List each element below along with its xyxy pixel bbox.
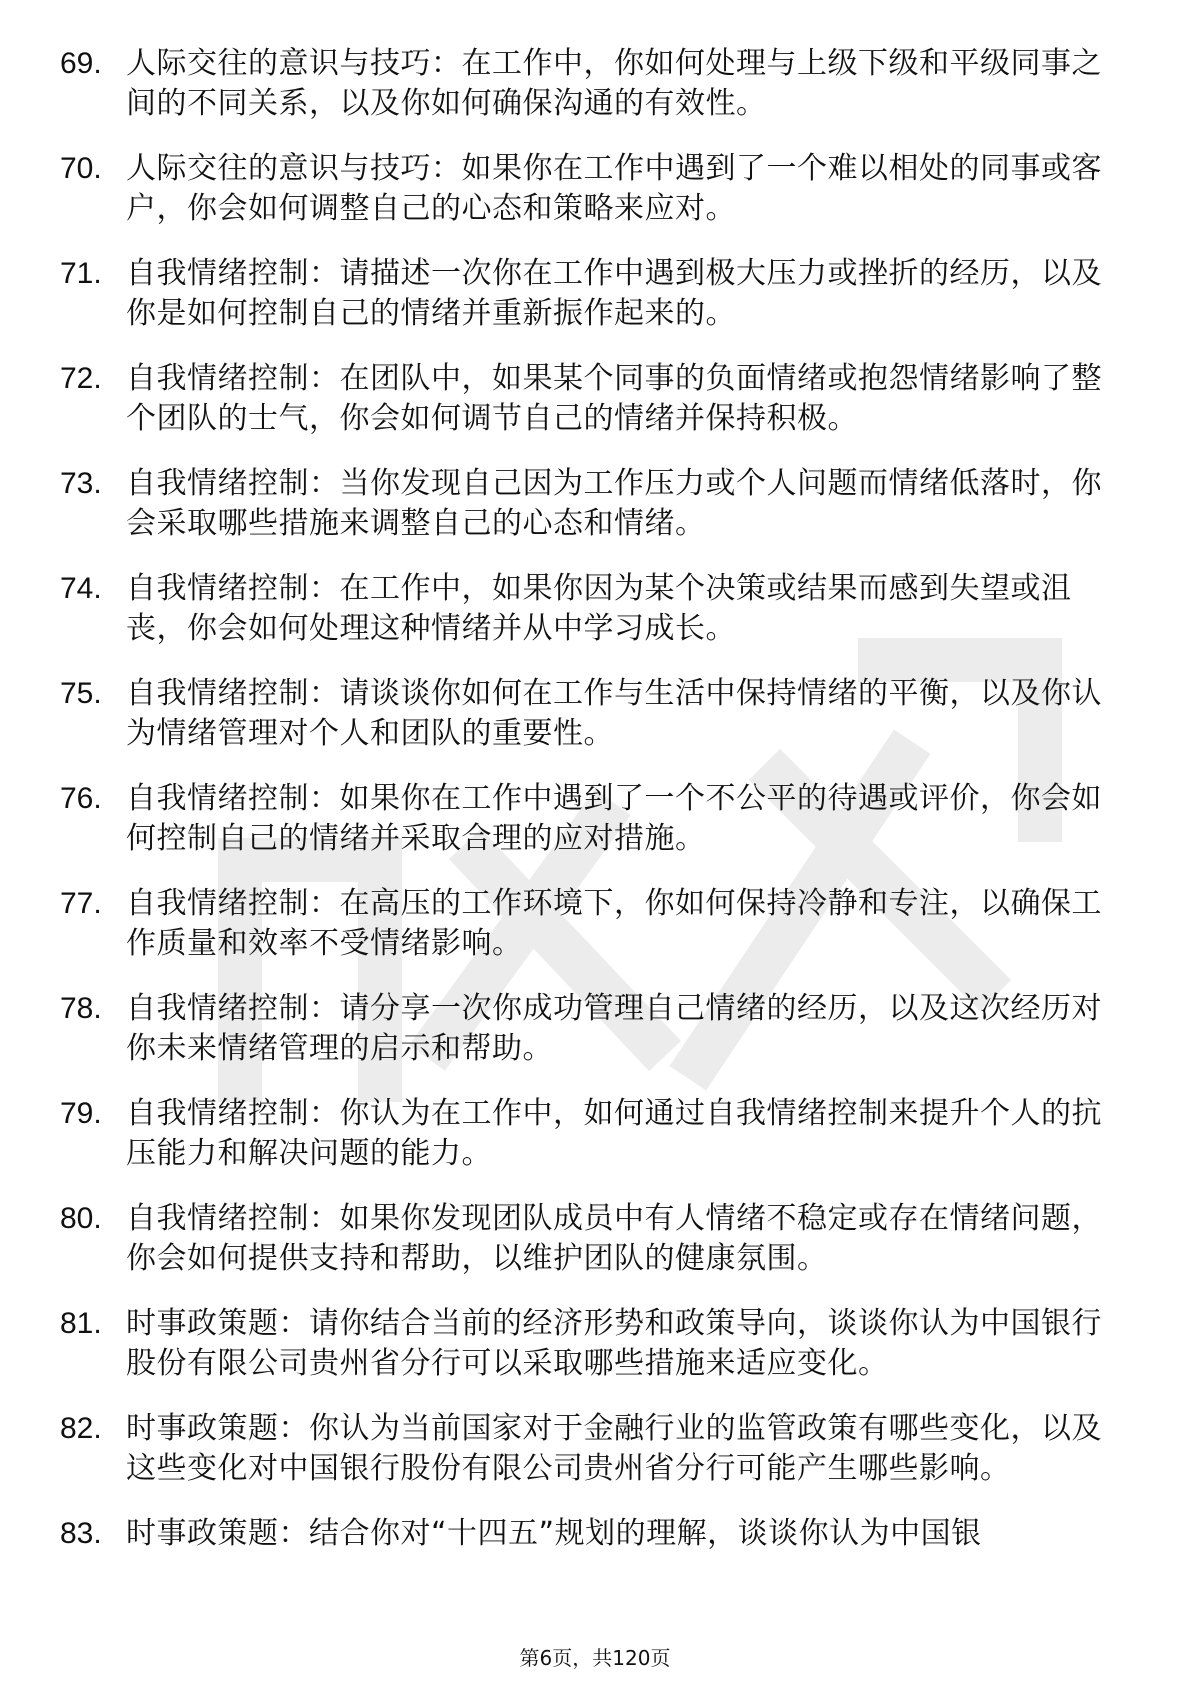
question-number: 72.	[60, 362, 102, 395]
question-text: 自我情绪控制：如果你发现团队成员中有人情绪不稳定或存在情绪问题，你会如何提供支持和帮助，以维护团队的健康氛围。	[126, 1201, 1102, 1276]
question-number: 78.	[60, 992, 102, 1025]
question-number: 75.	[60, 677, 102, 710]
question-number: 73.	[60, 467, 102, 500]
question-number: 80.	[60, 1202, 102, 1235]
question-text: 自我情绪控制：你认为在工作中，如何通过自我情绪控制来提升个人的抗压能力和解决问题的能力。	[126, 1096, 1102, 1171]
question-item	[60, 1514, 1120, 1554]
question-item	[60, 44, 1120, 124]
question-item	[60, 464, 1120, 544]
question-number: 76.	[60, 782, 102, 815]
question-item	[60, 1094, 1120, 1174]
question-item	[60, 569, 1120, 649]
question-list	[60, 44, 1120, 1579]
question-number: 74.	[60, 572, 102, 605]
question-number: 82.	[60, 1412, 102, 1445]
question-number: 71.	[60, 257, 102, 290]
question-text: 自我情绪控制：在工作中，如果你因为某个决策或结果而感到失望或沮丧，你会如何处理这种情绪并从中学习成长。	[126, 571, 1072, 646]
question-text: 自我情绪控制：当你发现自己因为工作压力或个人问题而情绪低落时，你会采取哪些措施来调整自己的心态和情绪。	[126, 466, 1102, 541]
question-number: 69.	[60, 47, 102, 80]
question-number: 77.	[60, 887, 102, 920]
question-text: 自我情绪控制：请分享一次你成功管理自己情绪的经历，以及这次经历对你未来情绪管理的启示和帮助。	[126, 991, 1102, 1066]
question-item	[60, 149, 1120, 229]
question-text: 自我情绪控制：请谈谈你如何在工作与生活中保持情绪的平衡，以及你认为情绪管理对个人和团队的重要性。	[126, 676, 1102, 751]
page-footer: 第6页，共120页	[519, 1646, 671, 1670]
question-item	[60, 1304, 1120, 1384]
question-item	[60, 674, 1120, 754]
question-text: 人际交往的意识与技巧：如果你在工作中遇到了一个难以相处的同事或客户，你会如何调整自己的心态和策略来应对。	[126, 151, 1102, 226]
question-text: 自我情绪控制：在团队中，如果某个同事的负面情绪或抱怨情绪影响了整个团队的士气，你会如何调节自己的情绪并保持积极。	[126, 361, 1102, 436]
question-number: 83.	[60, 1517, 102, 1550]
question-text: 时事政策题：请你结合当前的经济形势和政策导向，谈谈你认为中国银行股份有限公司贵州省分行可以采取哪些措施来适应变化。	[126, 1306, 1102, 1381]
question-text: 自我情绪控制：在高压的工作环境下，你如何保持冷静和专注，以确保工作质量和效率不受情绪影响。	[126, 886, 1102, 961]
question-number: 79.	[60, 1097, 102, 1130]
question-number: 70.	[60, 152, 102, 185]
question-item	[60, 989, 1120, 1069]
question-item	[60, 1199, 1120, 1279]
question-item	[60, 1409, 1120, 1489]
question-number: 81.	[60, 1307, 102, 1340]
question-item	[60, 254, 1120, 334]
question-text: 自我情绪控制：如果你在工作中遇到了一个不公平的待遇或评价，你会如何控制自己的情绪并采取合理的应对措施。	[126, 781, 1102, 856]
question-text: 时事政策题：你认为当前国家对于金融行业的监管政策有哪些变化，以及这些变化对中国银行股份有限公司贵州省分行可能产生哪些影响。	[126, 1411, 1102, 1486]
question-item	[60, 359, 1120, 439]
question-item	[60, 884, 1120, 964]
question-text: 时事政策题：结合你对“十四五”规划的理解，谈谈你认为中国银	[126, 1516, 982, 1551]
question-item	[60, 779, 1120, 859]
question-text: 人际交往的意识与技巧：在工作中，你如何处理与上级下级和平级同事之间的不同关系，以及你如何确保沟通的有效性。	[126, 46, 1102, 121]
question-text: 自我情绪控制：请描述一次你在工作中遇到极大压力或挫折的经历，以及你是如何控制自己的情绪并重新振作起来的。	[126, 256, 1102, 331]
